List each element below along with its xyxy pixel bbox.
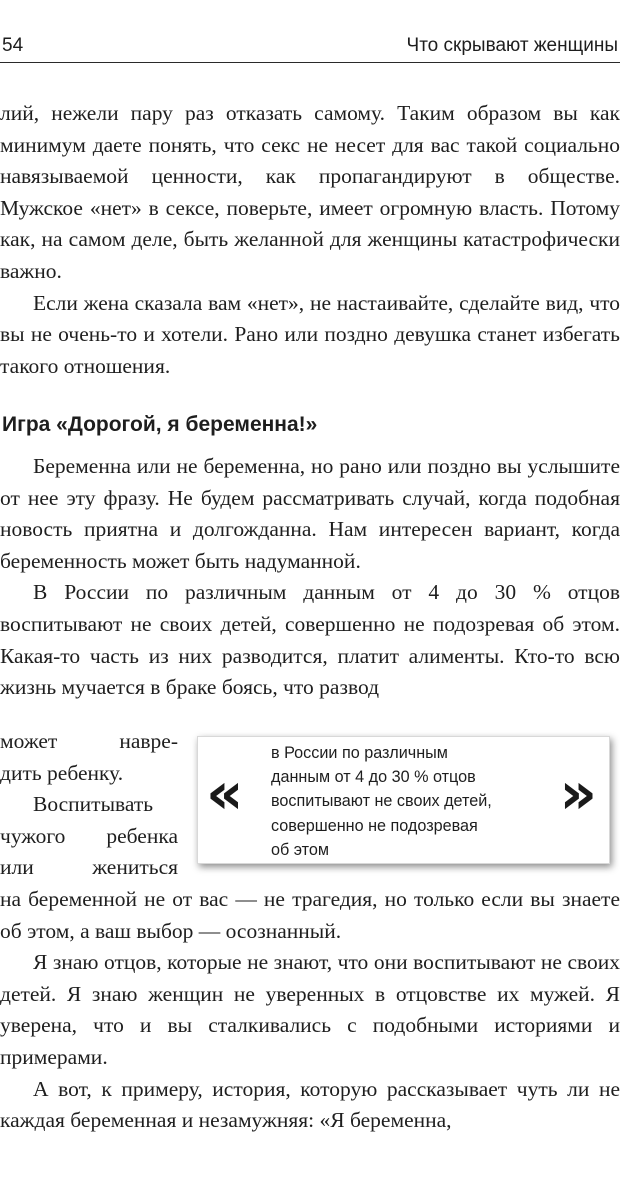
pull-quote-line: об этом: [271, 840, 330, 859]
pull-quote-text: [271, 741, 541, 862]
paragraph-pregnant: Беременна или не беременна, но рано или поздно вы услышите от нее эту фразу. Не будем рассматривать случай, когда подобная новость приятна и долгожданна. Нам интересен вариант, когда беременность может быть надуманной.: [0, 454, 620, 573]
close-quote-icon: »: [559, 759, 597, 827]
text-block-bottom: [0, 884, 620, 1137]
paragraph-fathers: Я знаю отцов, которые не знают, что они воспитывают не своих детей. Я знаю женщин не уверенных в отцовстве их мужей. Я уверена, что и вы сталкивались с подобными историями и примерами.: [0, 950, 620, 1069]
paragraph-story: А вот, к примеру, история, которую рассказывает чуть ли не каждая беременная и незамужняя: «Я беременна,: [0, 1076, 620, 1133]
open-quote-icon: «: [206, 759, 244, 827]
pull-quote-line: данным от 4 до 30 % отцов: [271, 768, 476, 787]
paragraph-refusal: Если жена сказала вам «нет», не настаивайте, сделайте вид, что вы не очень-то и хотели. Рано или поздно девушка станет избегать такого отношения.: [0, 290, 620, 378]
paragraph-russia: В России по различным данным от 4 до 30 % отцов воспитывают не своих детей, совершенно не подозревая об этом. Какая-то часть из них разводится, платит алименты. Кто-то всю жизнь мучается в браке боясь, что развод: [0, 580, 620, 700]
text-block-section: [0, 451, 620, 704]
page-number: 54: [2, 35, 24, 56]
book-title: Что скрывают женщины: [406, 35, 618, 56]
wrapped-text-column: [0, 726, 178, 884]
paragraph-continued: лий, нежели пару раз отказать самому. Таким образом вы как минимум даете понять, что секс не несет для вас такой социально навязываемой ценности, как пропагандируют в обществе. Мужское «нет» в сексе, поверьте, имеет огромную власть. Потому как, на самом деле, быть желанной для женщины катастрофически важно.: [0, 101, 620, 283]
wrap-line: Воспитывать: [33, 792, 154, 817]
wrap-line: чужого ребенка: [0, 823, 178, 848]
wrap-line: может навре-: [0, 729, 178, 753]
pull-quote-line: в России по различным: [271, 744, 448, 762]
wrap-line: дить ребенку.: [0, 760, 124, 785]
pull-quote-box: [197, 736, 610, 864]
pull-quote-line: совершенно не подозревая: [271, 816, 478, 835]
section-heading: Игра «Дорогой, я беременна!»: [2, 413, 318, 436]
running-header: [0, 32, 620, 63]
paragraph-after-wrap: на беременной не от вас — не трагедия, но только если вы знаете об этом, а ваш выбор — осознанный.: [0, 887, 620, 943]
pull-quote-line: воспитывают не своих детей,: [271, 792, 492, 811]
wrap-line: или жениться: [0, 855, 178, 880]
text-block-top: [0, 98, 620, 382]
